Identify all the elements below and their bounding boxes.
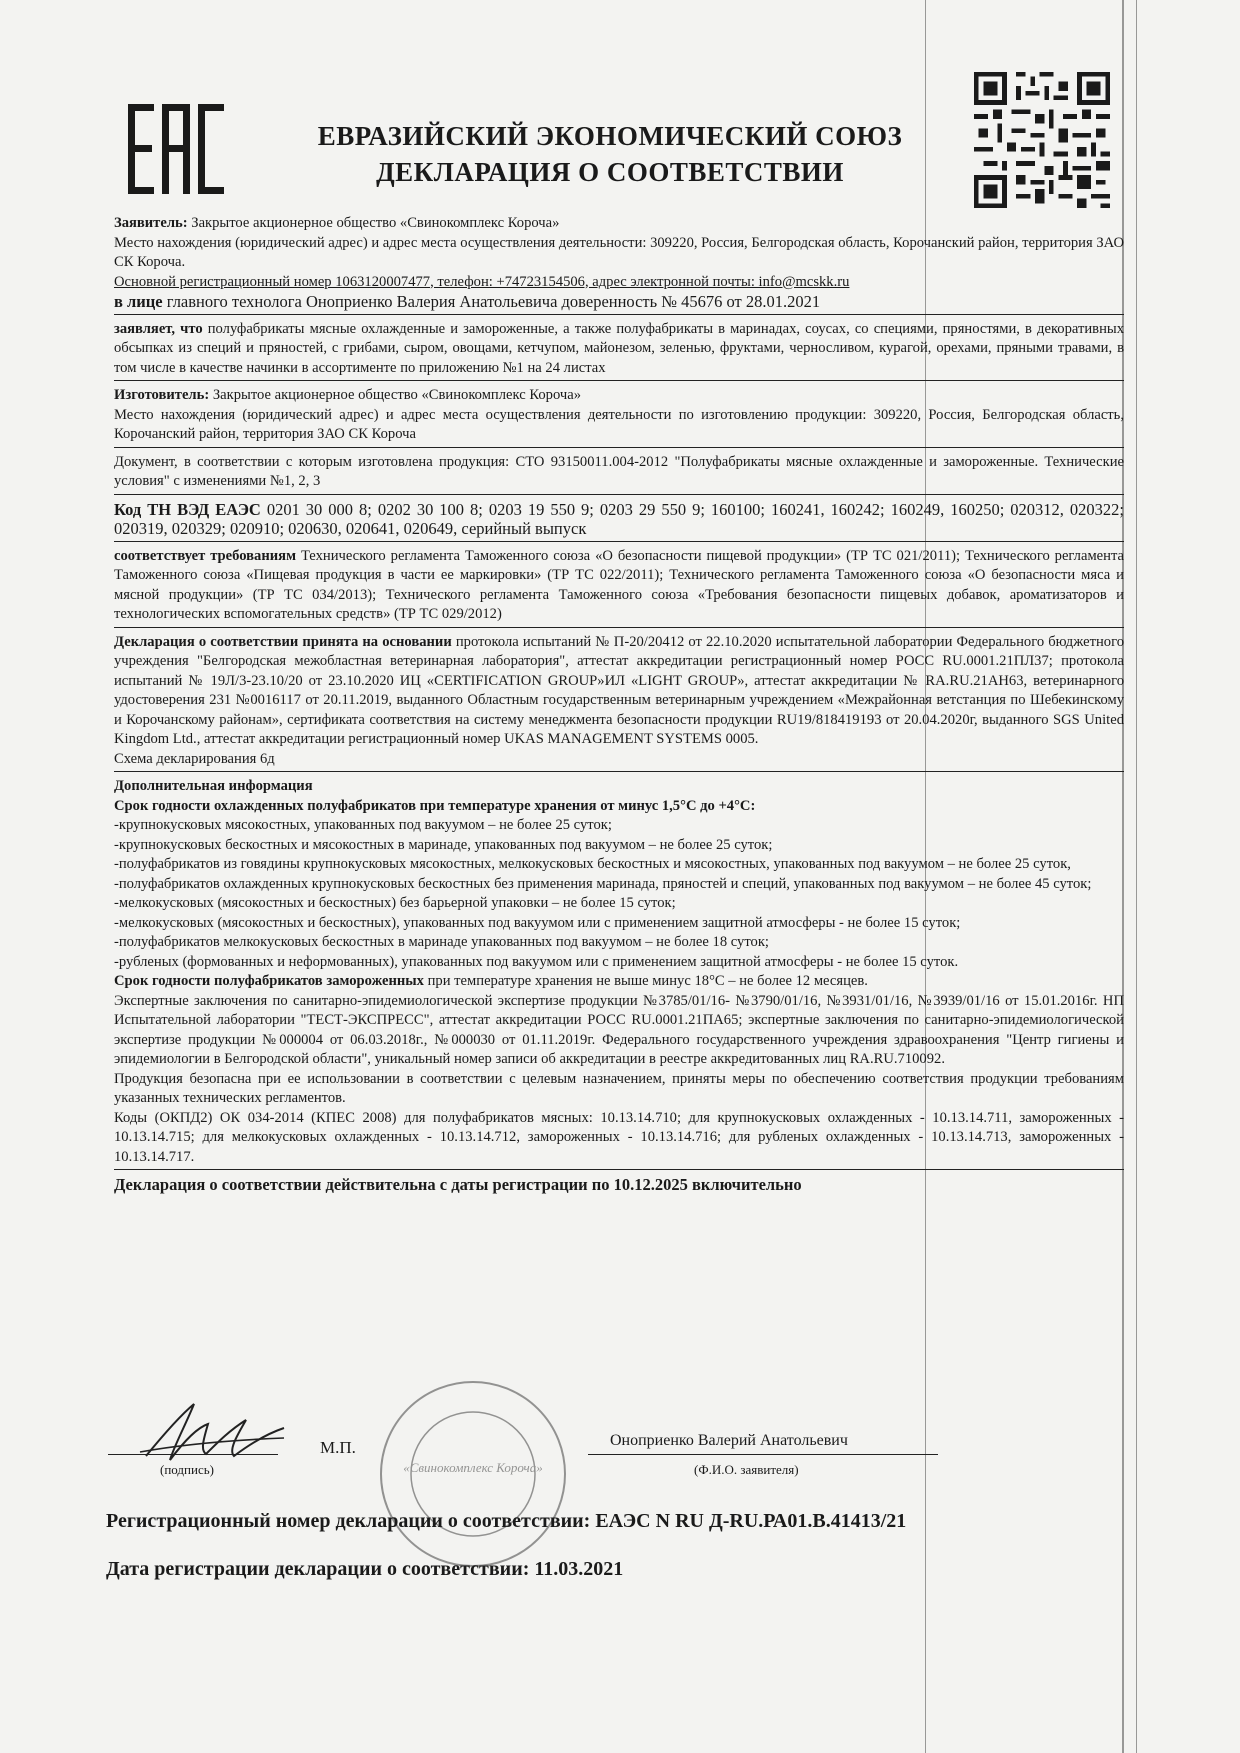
safety-statement: Продукция безопасна при ее использовании в соответствии с целевым назначением, приняты меры по обеспечению соответствия продукции требованиям указанных технических регламентов. — [114, 1070, 1124, 1106]
applicant-reg-contacts: Основной регистрационный номер 1063120007477, телефон: +74723154506, адрес электронной почты: info@mcskk.ru — [114, 273, 850, 290]
list-item: -полуфабрикатов мелкокусковых бескостных в маринаде упакованных под вакуумом – не более 18 суток; — [114, 934, 769, 950]
representative-label: в лице — [114, 292, 163, 311]
list-item: -полуфабрикатов из говядины крупнокусковых мясокостных, мелкокусковых бескостных и мясокостных, упакованных под вакуумом – не более 25 суток, — [114, 856, 1071, 872]
signer-name-line — [588, 1454, 938, 1455]
signature-line — [108, 1454, 278, 1455]
scan-artifact-line — [1136, 0, 1137, 1753]
signature-block — [108, 1406, 1128, 1516]
list-item: -крупнокусковых бескостных и мясокостных в маринаде, упакованных под вакуумом – не более 25 суток; — [114, 836, 773, 853]
list-item: -полуфабрикатов охлажденных крупнокусковых бескостных без применения маринада, пряностей и специй, упакованных под вакуумом – не более 45 суток; — [114, 875, 1092, 892]
union-title: ЕВРАЗИЙСКИЙ ЭКОНОМИЧЕСКИЙ СОЮЗ — [317, 121, 903, 151]
applicant-address: Место нахождения (юридический адрес) и адрес места осуществления деятельности: 309220, Россия, Белгородская область, Корочанский район, территория ЗАО СК Короча. — [114, 234, 1124, 270]
representative-text: главного технолога Оноприенко Валерия Анатольевича доверенность № 45676 от 28.01.2021 — [162, 292, 821, 311]
applicant-name: Закрытое акционерное общество «Свинокомплекс Короча» — [187, 215, 560, 231]
basis-section — [114, 633, 1124, 773]
chilled-shelf-life-title: Срок годности охлажденных полуфабрикатов при температуре хранения от минус 1,5°С до +4°С: — [114, 797, 756, 814]
manufacturer-name: Закрытое акционерное общество «Свинокомплекс Короча» — [209, 387, 581, 403]
registration-date: Дата регистрации декларации о соответствии: 11.03.2021 — [106, 1558, 624, 1580]
declaration-scheme: Схема декларирования 6д — [114, 750, 275, 767]
tnved-label: Код ТН ВЭД ЕАЭС — [114, 499, 261, 519]
list-item: -рубленых (формованных и неформованных), упакованных под вакуумом или с применением защитной атмосферы - не более 15 суток. — [114, 953, 959, 970]
okpd-codes: Коды (ОКПД2) ОК 034-2014 (КПЕС 2008) для полуфабрикатов мясных: 10.13.14.710; для крупнокусковых охлажденных - 10.13.14.711, замороженных - 10.13.14.715; для мелкокусковых охлажденных - 10.13.14.712, замороженных - 10.13.14.716; для рубленых охлажденных - 10.13.14.713, замороженных - 10.13.14.717. — [114, 1109, 1124, 1165]
basis-body: протокола испытаний № П-20/20412 от 22.10.2020 испытательной лаборатории Федерального бюджетного учреждения "Белгородская межобластная ветеринарная лаборатория", аттестат аккредитации регистрационный номер РОСС RU.0001.21ПЛ37; протокола испытаний № 19Л/3-23.10/20 от 23.10.2020 ИЦ «CERTIFICATION GROUP»ИЛ «LIGHT GROUP», аттестат аккредитации № RA.RU.21АН63, ветеринарного удостоверения 231 №0016117 от 20.11.2019, выданного Областным государственным ветеринарным учреждением «Межрайонная ветстанция по Шебекинскому и Корочанскому районам», сертификата соответствия на систему менеджмента безопасности продукции RU19/818419193 от 20.04.2020г, выданного SGS United Kingdom Ltd., аттестат аккредитации регистрационный номер UKAS MANAGEMENT SYSTEMS 0005. — [114, 633, 1124, 747]
applicant-label: Заявитель: — [114, 215, 188, 231]
document-section — [114, 453, 1124, 495]
frozen-text: при температуре хранения не выше минус 18°С – не более 12 месяцев. — [423, 973, 868, 989]
list-item: -мелкокусковых (мясокостных и бескостных), упакованных под вакуумом или с применением защитной атмосферы - не более 15 суток; — [114, 914, 961, 931]
additional-section — [114, 777, 1124, 1170]
manufacturer-address: Место нахождения (юридический адрес) и адрес места осуществления деятельности по изготовлению продукции: 309220, Россия, Белгородская область, Корочанский район, территория ЗАО СК Короча — [114, 406, 1124, 442]
validity-statement: Декларация о соответствии действительна с даты регистрации по 10.12.2025 включительно — [114, 1175, 802, 1194]
declaration-body — [114, 214, 1124, 1195]
conformity-label: соответствует требованиям — [114, 547, 297, 564]
manufacturer-line — [114, 386, 1124, 406]
applicant-section — [114, 214, 1124, 315]
statement-body: полуфабрикаты мясные охлажденные и замороженные, а также полуфабрикаты в маринадах, соусах, со специями, пряностями, в декоративных обсыпках из специй и пряностей, с грибами, сыром, овощами, кетчупом, майонезом, зеленью, фруктами, черносливом, курагой, орехами, пряными травами, в том числе в качестве начинки в ассортименте по приложению №1 на 24 листах — [114, 320, 1124, 376]
additional-title: Дополнительная информация — [114, 778, 313, 794]
tnved-line — [114, 500, 1124, 539]
conformity-text — [114, 547, 1124, 625]
document-header — [290, 118, 930, 190]
expert-conclusions: Экспертные заключения по санитарно-эпидемиологической экспертизе продукции №3785/01/16- №3790/01/16, №3931/01/16, №3939/01/16 от 15.01.2016г. НП Испытательной лаборатории "ТЕСТ-ЭКСПРЕСС", аттестат аккредитации РОСС RU.0001.21ПА65; экспертные заключения по санитарно-эпидемиологической экспертизе продукции №000004 от 06.03.2018г., №000030 от 01.11.2019г. Федерального государственного учреждения здравоохранения "Центр гигиены и эпидемиологии в Белгородской области", уникальный номер записи об аккредитации в реестре аккредитованных лиц RA.RU.710092. — [114, 992, 1124, 1067]
representative-line — [114, 292, 1124, 312]
company-stamp — [373, 1374, 573, 1574]
statement-section — [114, 320, 1124, 382]
applicant-line — [114, 214, 1124, 234]
eac-logo — [128, 104, 228, 194]
manufacturer-label: Изготовитель: — [114, 387, 210, 403]
basis-text — [114, 633, 1124, 750]
frozen-label: Срок годности полуфабрикатов замороженных — [114, 973, 424, 989]
signer-name: Оноприенко Валерий Анатольевич — [610, 1432, 848, 1449]
tnved-codes: 0201 30 000 8; 0202 30 100 8; 0203 19 550 9; 0203 29 550 9; 160100; 160241, 160242; 160249, 160250; 020312, 020322; 020319, 020329; 020910; 020630, 020641, 020649, серийный выпуск — [114, 499, 1124, 538]
document-text: Документ, в соответствии с которым изготовлена продукция: СТО 93150011.004-2012 "Полуфабрикаты мясные охлажденные и замороженные. Технические условия" с изменениями №1, 2, 3 — [114, 453, 1124, 489]
list-item: -мелкокусковых (мясокостных и бескостных) без барьерной упаковки – не более 15 суток; — [114, 895, 676, 911]
registration-number: Регистрационный номер декларации о соответствии: ЕАЭС N RU Д-RU.РА01.В.41413/21 — [106, 1510, 907, 1532]
signature-caption: (подпись) — [160, 1462, 214, 1477]
stamp-place-label: М.П. — [320, 1438, 356, 1457]
statement-label: заявляет, что — [114, 320, 203, 337]
frozen-shelf-life — [114, 972, 1124, 992]
handwritten-signature — [134, 1394, 294, 1474]
qr-code-icon — [974, 72, 1110, 208]
stamp-text: «Свинокомплекс Короча» — [403, 1460, 543, 1475]
declaration-title: ДЕКЛАРАЦИЯ О СООТВЕТСТВИИ — [376, 157, 844, 187]
statement-text — [114, 320, 1124, 379]
manufacturer-section — [114, 386, 1124, 448]
basis-label: Декларация о соответствии принята на основании — [114, 633, 452, 650]
tnved-section — [114, 500, 1124, 542]
conformity-body: Технического регламента Таможенного союза «О безопасности пищевой продукции» (ТР ТС 021/2011); Технического регламента Таможенного союза «Пищевая продукция в части ее маркировки» (ТР ТС 022/2011); Технического регламента Таможенного союза «О безопасности мяса и мясной продукции» (ТР ТС 034/2013); Технического регламента Таможенного союза «Требования безопасности пищевых добавок, ароматизаторов и технологических вспомогательных средств» (ТР ТС 029/2012) — [114, 547, 1124, 622]
signer-name-caption: (Ф.И.О. заявителя) — [694, 1462, 799, 1477]
conformity-section — [114, 547, 1124, 628]
list-item: -крупнокусковых мясокостных, упакованных под вакуумом – не более 25 суток; — [114, 817, 612, 833]
